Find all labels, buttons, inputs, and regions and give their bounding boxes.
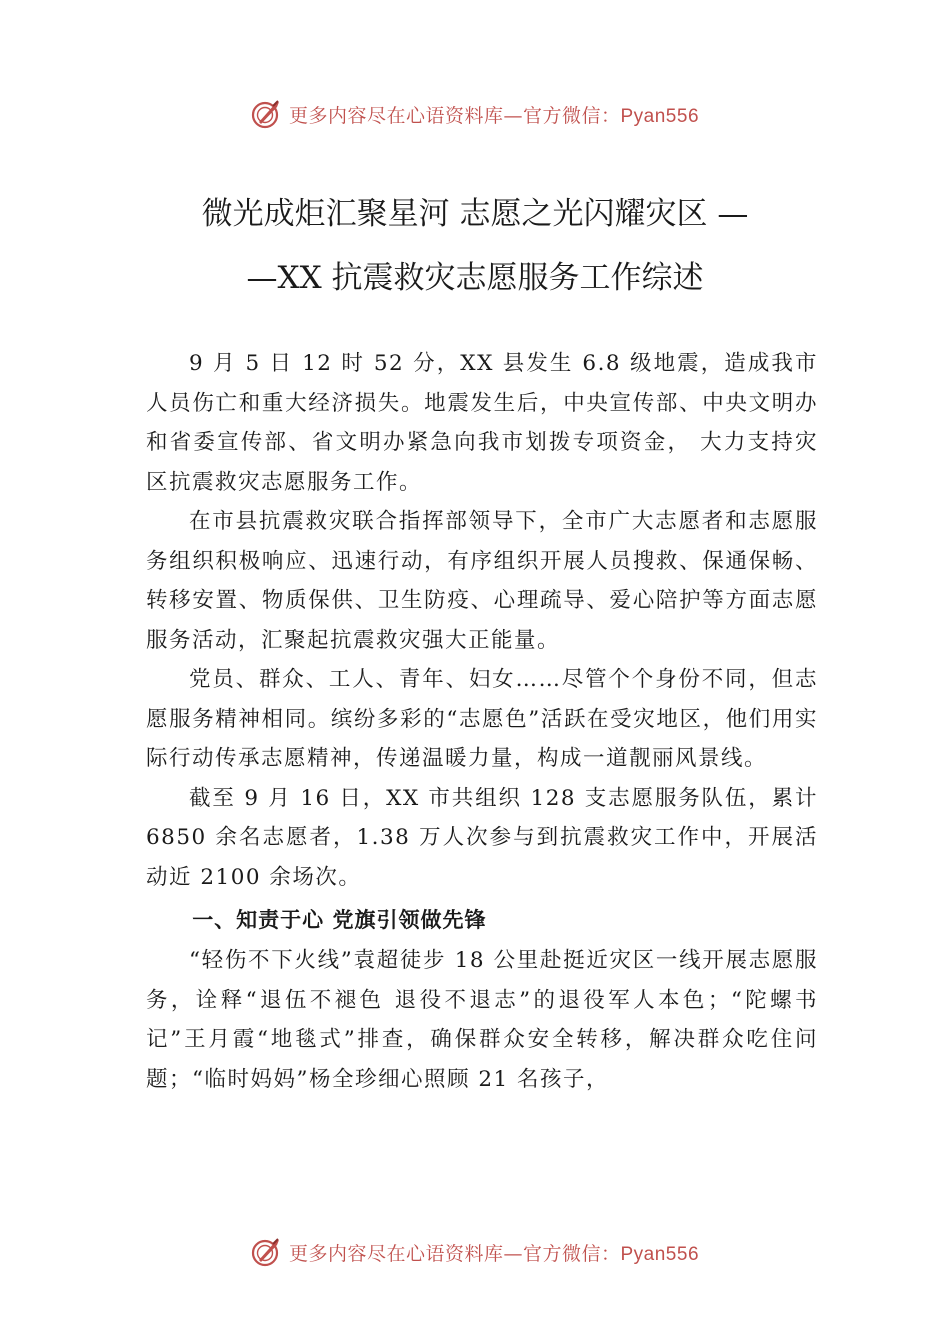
brush-pen-logo-icon [251, 98, 283, 130]
document-title [140, 182, 810, 310]
watermark-header [0, 94, 950, 134]
watermark-handle: Pyan556 [620, 105, 700, 127]
paragraph-1: 9 月 5 日 12 时 52 分，XX 县发生 6.8 级地震，造成我市人员伤亡和重大经济损失。地震发生后，中央宣传部、中央文明办和省委宣传部、省文明办紧急向我市划拨专项资金， 大力支持灾区抗震救灾志愿服务工作。 [146, 351, 818, 495]
paragraph-3: 党员、群众、工人、青年、妇女……尽管个个身份不同，但志愿服务精神相同。缤纷多彩的“志愿色”活跃在受灾地区，他们用实际行动传承志愿精神，传递温暖力量，构成一道靓丽风景线。 [146, 667, 818, 771]
watermark-footer [0, 1232, 950, 1272]
paragraph-2: 在市县抗震救灾联合指挥部领导下，全市广大志愿者和志愿服务组织积极响应、迅速行动，有序组织开展人员搜救、保通保畅、转移安置、物质保供、卫生防疫、心理疏导、爱心陪护等方面志愿服务活动，汇聚起抗震救灾强大正能量。 [146, 509, 818, 653]
paragraph-5: “轻伤不下火线”袁超徒步 18 公里赴挺近灾区一线开展志愿服务，诠释“退伍不褪色 退役不退志”的退役军人本色；“陀螺书记”王月霞“地毯式”排查，确保群众安全转移，解决群众吃住问题；“临时妈妈”杨全珍细心照顾 21 名孩子， [146, 948, 818, 1092]
paragraph-4: 截至 9 月 16 日，XX 市共组织 128 支志愿服务队伍，累计 6850 余名志愿者，1.38 万人次参与到抗震救灾工作中，开展活动近 2100 余场次。 [146, 785, 818, 890]
section-heading-1: 一、知责于心 党旗引领做先锋 [192, 908, 487, 932]
watermark-text: 更多内容尽在心语资料库—官方微信： [288, 1242, 621, 1265]
title-line-2: —XX 抗震救灾志愿服务工作综述 [246, 260, 704, 296]
brush-pen-logo-icon [251, 1236, 283, 1268]
watermark-handle: Pyan556 [620, 1243, 700, 1265]
watermark-text: 更多内容尽在心语资料库—官方微信： [288, 104, 621, 127]
document-body [146, 344, 818, 1099]
title-line-1: 微光成炬汇聚星河 志愿之光闪耀灾区 — [201, 196, 749, 232]
